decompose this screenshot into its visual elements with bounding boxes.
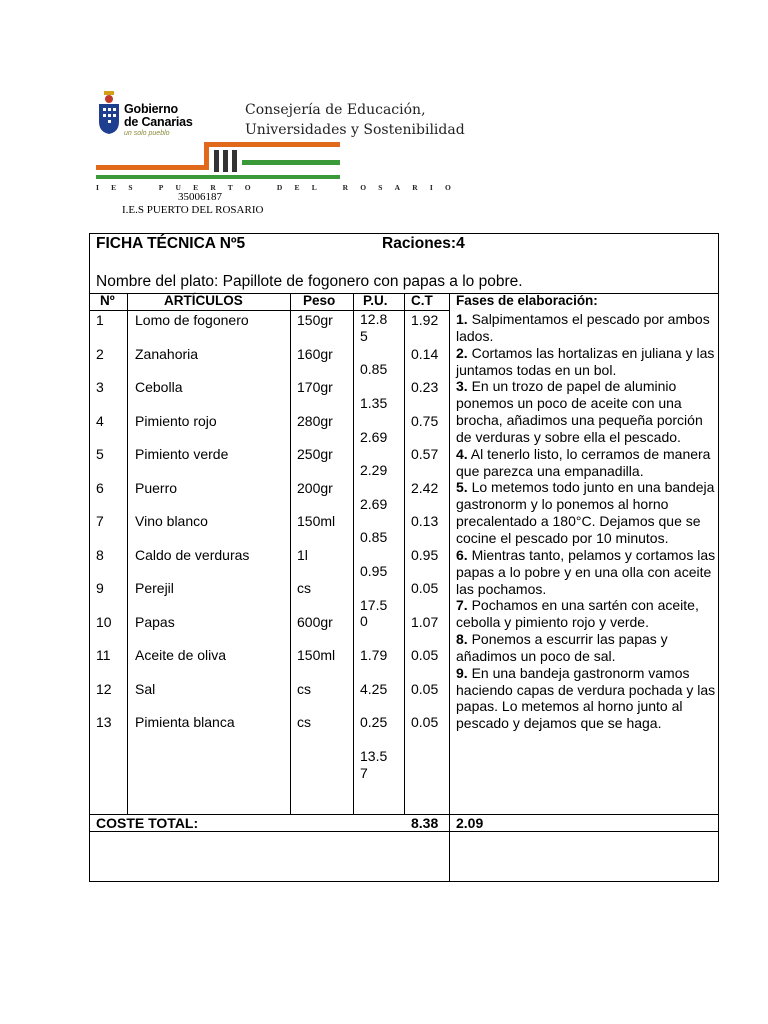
- coat-of-arms-icon: [95, 90, 123, 136]
- row-ct: 0.23: [411, 379, 439, 395]
- row-num: 12: [96, 680, 112, 697]
- row-num: 9: [96, 580, 104, 596]
- col-header-peso: Peso: [303, 293, 336, 308]
- step-text: En una bandeja gastronorm vamos haciendo capas de verdura pochada y las papas. Lo metemos al horno junto al pescado y dejamos que se haga.: [456, 664, 716, 732]
- step-text: Pochamos en una sartén con aceite, cebolla y pimiento rojo y verde.: [456, 597, 699, 631]
- raciones: Raciones:4: [382, 235, 465, 252]
- total-label: COSTE TOTAL:: [96, 815, 199, 831]
- row-ct: 0.05: [411, 647, 439, 663]
- row-articulo: Sal: [135, 680, 156, 697]
- row-articulo: Cebolla: [135, 379, 183, 395]
- row-articulo: Papas: [135, 613, 175, 630]
- step-text: Lo metemos todo junto en una bandeja gastronorm y lo ponemos al horno precalentado a 180°C. Dejamos que se cocine el pescado por 10 minutos.: [456, 479, 715, 546]
- step: [456, 378, 718, 445]
- row-peso: 1l: [297, 546, 308, 563]
- dish-name: Nombre del plato: Papillote de fogonero con papas a lo pobre.: [96, 273, 523, 290]
- row-articulo: Aceite de oliva: [135, 647, 227, 663]
- pu-value: 12.8: [360, 311, 388, 327]
- row-articulo: Puerro: [135, 479, 178, 496]
- pu-value: 0.85: [360, 529, 388, 546]
- row-num: 1: [96, 312, 104, 328]
- consejeria-line2: Universidades y Sostenibilidad: [245, 122, 465, 138]
- row-articulo: Zanahoria: [135, 345, 199, 362]
- step: [456, 311, 718, 345]
- pu-value: 4.25: [360, 680, 388, 697]
- step-text: Ponemos a escurrir las papas y añadimos un poco de sal.: [456, 631, 668, 664]
- pu-value: 2.29: [360, 462, 388, 479]
- step-text: Al tenerlo listo, lo cerramos de manera que parezca una empanadilla.: [456, 445, 711, 479]
- school-code: 35006187: [178, 191, 222, 203]
- step-number: 1.: [456, 311, 468, 327]
- row-num: 10: [96, 613, 112, 630]
- table-divider: [449, 293, 450, 882]
- step: [456, 665, 718, 732]
- pu-value: [360, 731, 404, 748]
- pu-value: [360, 479, 404, 496]
- pu-value: 1.35: [360, 394, 388, 411]
- step-text: Salpimentamos el pescado por ambos lados.: [456, 311, 710, 344]
- step-number: 8.: [456, 631, 468, 648]
- step: [456, 479, 718, 546]
- row-num: 5: [96, 446, 104, 462]
- pu-value: 1.79: [360, 646, 388, 663]
- row-ct: 0.75: [411, 412, 439, 429]
- pu-value: [360, 412, 404, 429]
- row-articulo: Pimiento rojo: [135, 412, 217, 429]
- row-peso: cs: [297, 680, 311, 697]
- row-num: 11: [96, 647, 111, 663]
- row-peso: 150gr: [297, 312, 333, 328]
- step-number: 5.: [456, 479, 468, 496]
- step-number: 4.: [456, 445, 468, 462]
- step-text: Mientras tanto, pelamos y cortamos las papas a lo pobre y en una olla con aceite las pochamos.: [456, 546, 716, 597]
- table-divider: [290, 293, 291, 814]
- school-name: I.E.S PUERTO DEL ROSARIO: [122, 204, 264, 216]
- row-ct: 0.57: [411, 446, 439, 462]
- col-header-articulos: ARTÍCULOS: [164, 293, 243, 308]
- step: [456, 446, 718, 480]
- col-header-fases: Fases de elaboración:: [456, 293, 598, 308]
- step-number: 6.: [456, 546, 468, 563]
- pu-column: [360, 311, 404, 781]
- col-header-num: Nº: [100, 293, 115, 308]
- row-num: 3: [96, 379, 104, 395]
- pu-value: [360, 630, 404, 647]
- step-text: En un trozo de papel de aluminio ponemos un poco de aceite con una brocha, añadimos una pequeña porción de verduras y sobre ella el pescado.: [456, 378, 703, 445]
- row-peso: 600gr: [297, 613, 333, 630]
- table-divider: [89, 831, 719, 832]
- pu-value: 0.95: [360, 562, 388, 579]
- total-per-ration: 2.09: [456, 815, 484, 831]
- step: [456, 547, 718, 598]
- gobierno-motto: un solo pueblo: [124, 130, 170, 137]
- col-header-pu: P.U.: [363, 293, 388, 308]
- gobierno-logo: [95, 90, 123, 136]
- pu-value: 7: [360, 764, 368, 781]
- pu-value: 0: [360, 613, 368, 630]
- row-ct: 1.92: [411, 312, 439, 328]
- pu-value: 2.69: [360, 428, 388, 445]
- col-header-ct: C.T: [411, 293, 433, 308]
- row-articulo: Vino blanco: [135, 513, 208, 529]
- pu-value: [360, 664, 404, 681]
- pu-value: 0.85: [360, 361, 388, 378]
- row-peso: 150ml: [297, 647, 336, 663]
- row-articulo: Perejil: [135, 580, 174, 596]
- ies-logo: [96, 138, 340, 183]
- table-divider: [127, 293, 128, 814]
- row-num: 2: [96, 345, 104, 362]
- row-ct: 1.07: [411, 613, 439, 630]
- pu-value: [360, 445, 404, 462]
- row-articulo: Pimienta blanca: [135, 714, 235, 730]
- total-ct: 8.38: [411, 815, 439, 831]
- row-ct: 0.13: [411, 513, 439, 529]
- row-ct: 0.05: [411, 580, 439, 596]
- pu-value: [360, 697, 404, 714]
- row-peso: 150ml: [297, 513, 336, 529]
- step-number: 9.: [456, 664, 468, 681]
- table-divider: [353, 293, 354, 814]
- sheet-title: FICHA TÉCNICA Nº5: [96, 235, 246, 252]
- table-divider: [404, 293, 405, 814]
- row-articulo: Caldo de verduras: [135, 546, 250, 563]
- row-ct: 0.14: [411, 345, 439, 362]
- step: [456, 345, 718, 379]
- consejeria-title: [245, 100, 465, 140]
- row-num: 8: [96, 546, 104, 563]
- row-num: 13: [96, 714, 112, 730]
- elaboration-steps: [456, 311, 718, 732]
- ies-logo-graphic-icon: [96, 138, 340, 183]
- row-ct: 0.05: [411, 680, 439, 697]
- row-num: 4: [96, 412, 104, 429]
- row-peso: 200gr: [297, 479, 333, 496]
- row-num: 7: [96, 513, 104, 529]
- step-number: 7.: [456, 597, 468, 614]
- row-articulo: Pimiento verde: [135, 446, 229, 462]
- step-number: 2.: [456, 344, 468, 361]
- pu-value: 0.25: [360, 714, 388, 731]
- pu-value: 13.5: [360, 747, 388, 764]
- gobierno-title: [124, 103, 193, 129]
- pu-value: 5: [360, 327, 368, 344]
- pu-value: [360, 546, 404, 563]
- gobierno-line1: Gobierno: [124, 102, 178, 116]
- pu-value: [360, 513, 404, 530]
- gobierno-line2: de Canarias: [124, 115, 193, 129]
- pu-value: [360, 378, 404, 395]
- pu-value: [360, 580, 404, 597]
- ies-logo-text: IES PUERTO DEL ROSARIO: [96, 183, 463, 192]
- row-peso: cs: [297, 714, 311, 730]
- row-ct: 0.95: [411, 546, 439, 563]
- row-ct: 2.42: [411, 479, 439, 496]
- row-ct: 0.05: [411, 714, 439, 730]
- row-peso: cs: [297, 580, 311, 596]
- pu-value: [360, 345, 404, 362]
- step: [456, 597, 718, 631]
- row-peso: 280gr: [297, 412, 333, 429]
- consejeria-line1: Consejería de Educación,: [245, 102, 426, 118]
- row-peso: 160gr: [297, 345, 333, 362]
- step-text: Cortamos las hortalizas en juliana y las juntamos todas en un bol.: [456, 344, 715, 378]
- row-num: 6: [96, 479, 104, 496]
- row-articulo: Lomo de fogonero: [135, 312, 249, 328]
- row-peso: 250gr: [297, 446, 333, 462]
- step-number: 3.: [456, 378, 468, 395]
- step: [456, 631, 718, 665]
- pu-value: 2.69: [360, 495, 388, 512]
- pu-value: 17.5: [360, 596, 388, 613]
- row-peso: 170gr: [297, 379, 333, 395]
